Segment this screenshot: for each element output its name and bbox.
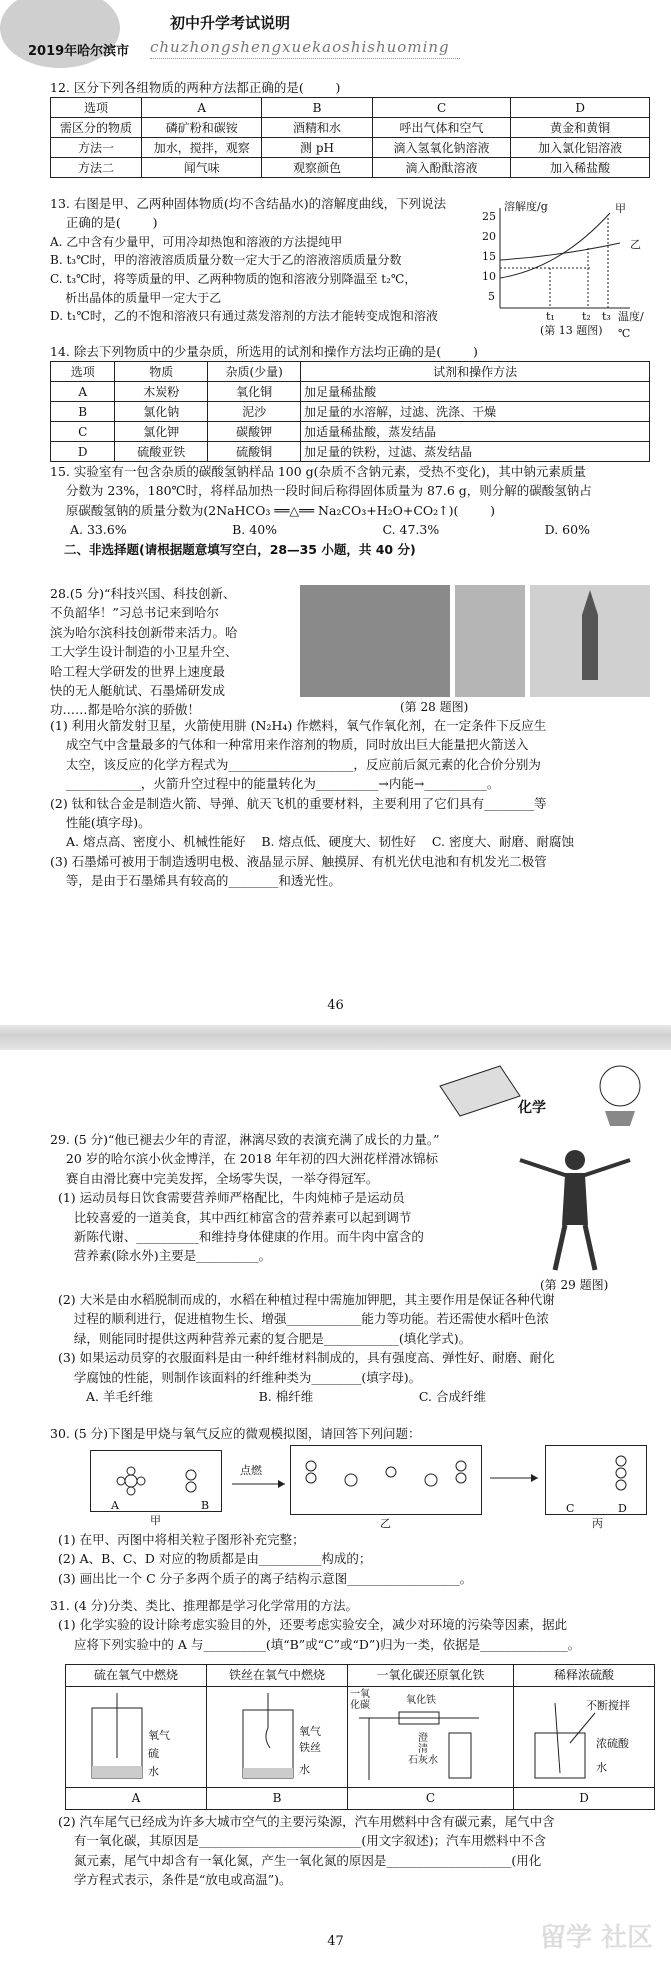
page-number-47: 47 (327, 1934, 344, 1949)
question-12 (50, 78, 650, 178)
curve-yi (500, 243, 620, 260)
header-city: 2019年哈尔滨市 (28, 44, 130, 59)
table-cell: 加水，搅拌，观察 (142, 138, 262, 158)
exp-cell-c (348, 1687, 514, 1788)
table-cell: 氧化铜 (208, 382, 301, 402)
curve-label-jia: 甲 (615, 202, 626, 215)
exp-b-label-1: 氧气 (299, 1725, 321, 1738)
q31-stem: 31. (4 分)分类、类比、推理都是学习化学常用的方法。 (50, 1598, 359, 1613)
table-cell: 加入氯化铝溶液 (511, 138, 650, 158)
q31-part1: (1) 化学实验的设计除考虑实验目的外，还要考虑实验安全，减少对环境的污染等因素，据此 应将下列实验中的 A 与__________(填“B”或“C”或“D”)归为一类，依据是______________。 (57, 1617, 581, 1652)
q30-box-bing (545, 1445, 647, 1515)
q29-part2-3: (2) 大米是由水稻脱制而成的，水稻在种植过程中需施加钾肥，其主要作用是保证各种代谢 过程的顺利进行，促进植物生长、增强____________能力等功能。若还需使水稻叶色浓 绿，则能同时提供这两种营养元素的复合肥是____________(填化学式)。 (3) 如果运动员穿的衣服面料是由一种纤维材料制成的，具有强度高、弹性好、耐磨、耐化 学腐蚀的性能，则制作该面料的纤维种类为________(填字母)。 (57, 1292, 555, 1385)
q13-caption: (第 13 题图) (540, 324, 603, 337)
q30-box-jia (90, 1450, 222, 1512)
q29-options (50, 1387, 486, 1406)
xtick-t3: t₃ (602, 310, 611, 323)
q30-arrow-2 (488, 1468, 543, 1488)
table-cell: 酒精和水 (262, 118, 372, 138)
table-cell: B (51, 402, 115, 422)
q29-text: 29. (5 分)“他已褪去少年的青涩，淋漓尽致的表演充满了成长的力量。” 20 岁的哈尔滨小伙金博洋，在 2018 年年初的四大洲花样滑冰锦标 赛自由滑比赛中完美发挥，全场零失误，一举夺得冠军。 (1) 运动员每日饮食需要营养师严格配比，牛肉炖柿子是运动员 比较喜爱的一道美食，其中西红柿富含的营养素可以起到调节 新陈代谢、__________和维持身体健康的作用。而牛肉中富含的 营养素(除水外)主要是__________。 (50, 1132, 440, 1264)
q28-photo-people (300, 585, 450, 697)
exp-b-label-2: 铁丝 (299, 1741, 321, 1754)
q15-option-b: B. 40% (232, 522, 278, 538)
exp-mark-d: D (514, 1788, 655, 1810)
table-cell: 闻气味 (142, 158, 262, 178)
table-cell: 碳酸钾 (208, 422, 301, 442)
q28-part2: (2) 钛和钛合金是制造火箭、导弹、航天飞机的重要材料，主要利用了它们具有________等 性能(填字母)。 (50, 795, 547, 830)
q30-arrow-label: 点燃 (240, 1464, 262, 1477)
exp-d-label-1: 不断搅拌 (586, 1699, 630, 1712)
table-cell: 加适量稀盐酸，蒸发结晶 (301, 422, 650, 442)
table-row (51, 118, 650, 138)
q28-photo-rocket (530, 585, 650, 697)
exp-cell-d (514, 1687, 655, 1788)
exp-a-label-3: 水 (148, 1765, 159, 1778)
table-cell: 物质 (115, 362, 208, 382)
curve-label-yi: 乙 (630, 238, 641, 251)
table-cell: D (511, 98, 650, 118)
table-cell: 硫酸亚铁 (115, 442, 208, 462)
table-cell: 氯化钾 (115, 422, 208, 442)
q14-table (50, 361, 650, 462)
xtick-t2: t₂ (582, 310, 591, 323)
xtick-t1: t₁ (546, 310, 555, 323)
q30-name-jia: 甲 (150, 1514, 161, 1527)
q28-part3: (3) 石墨烯可被用于制造透明电极、液晶显示屏、触摸屏、有机光伏电池和有机发光二极管 等，是由于石墨烯具有较高的________和透光性。 (50, 853, 547, 888)
q29-caption: (第 29 题图) (540, 1278, 609, 1292)
q15-option-c: C. 47.3% (382, 522, 440, 538)
table-row (51, 382, 650, 402)
q13-stem: 13. 右图是甲、乙两种固体物质(均不含结晶水)的溶解度曲线，下列说法 正确的是( ) (50, 196, 447, 231)
q15-text: 15. 实验室有一包含杂质的碳酸氢钠样品 100 g(杂质不含钠元素，受热不变化)，其中钠元素质量 分数为 23%，180℃时，将样品加热一段时间后称得固体质量为 87.6 g，则分解的碳酸氢钠占 原碳酸氢钠的质量分数为(2NaHCO₃ ══△══ Na₂CO₃+H₂O+CO₂↑)( ) (50, 464, 592, 518)
skater-figure (510, 1130, 640, 1280)
page-number-46: 46 (327, 998, 344, 1013)
table-row (51, 98, 650, 118)
table-cell: 加足量的水溶解，过滤、洗涤、干燥 (301, 402, 650, 422)
exp-d-label-2: 浓硫酸 (596, 1737, 629, 1750)
q30-label-b: B (201, 1499, 210, 1512)
page-gap (0, 1025, 671, 1050)
watermark: 留学 社区 (540, 1923, 654, 1953)
exp-b-label-3: 水 (299, 1763, 310, 1776)
table-row (51, 362, 650, 382)
table-cell: 黄金和黄铜 (511, 118, 650, 138)
question-15 (50, 462, 650, 559)
q28-text: 28.(5 分)“科技兴国、科技创新、 不负韶华！”习总书记来到哈尔 滨为哈尔滨科技创新带来活力。哈 工大学生设计制造的小卫星升空、 哈工程大学研发的世界上速度最 快的无人艇航试、石墨烯研发成 功……都是哈尔滨的骄傲！ (50, 586, 238, 718)
exp-mark-b: B (207, 1788, 348, 1810)
exp-a-label-1: 氧气 (148, 1729, 170, 1742)
q12-table (50, 97, 650, 178)
q13-figure (470, 198, 650, 341)
table-cell: 加入稀盐酸 (511, 158, 650, 178)
q30-label-d: D (618, 1502, 627, 1515)
table-cell: 硫酸铜 (208, 442, 301, 462)
q29-option-b: B. 棉纤维 (258, 1388, 314, 1404)
table-cell: 方法一 (51, 138, 142, 158)
exp-c-label-3: 澄 清 石灰水 (408, 1733, 438, 1766)
table-cell: 木炭粉 (115, 382, 208, 402)
question-31-part2 (50, 1812, 650, 1890)
exp-head-b: 铁丝在氧气中燃烧 (207, 1665, 348, 1687)
ytick-5: 5 (488, 290, 495, 303)
exp-cell-a (66, 1687, 207, 1788)
question-13 (50, 194, 490, 326)
q15-options (50, 520, 590, 539)
q31-experiment-table (65, 1664, 655, 1810)
table-cell: B (262, 98, 372, 118)
q30-name-bing: 丙 (592, 1517, 603, 1530)
ytick-20: 20 (482, 230, 496, 243)
table-row (51, 442, 650, 462)
table-row (51, 422, 650, 442)
table-cell: 氯化钠 (115, 402, 208, 422)
exp-c-label-1: 一氧 化碳 (350, 1689, 370, 1711)
q30-name-yi: 乙 (380, 1517, 391, 1530)
table-cell: 加足量稀盐酸 (301, 382, 650, 402)
chart-ylabel: 溶解度/g (504, 200, 548, 213)
table-cell: C (51, 422, 115, 442)
table-cell: A (142, 98, 262, 118)
q28-part2-options: A. 熔点高、密度小、机械性能好 B. 熔点低、硬度大、韧性好 C. 密度大、耐磨、耐腐蚀 (66, 834, 574, 850)
table-row (51, 138, 650, 158)
table-cell: 测 pH (262, 138, 372, 158)
exp-d-label-3: 水 (596, 1761, 607, 1774)
table-cell: 选项 (51, 362, 115, 382)
table-cell: A (51, 382, 115, 402)
table-cell: D (51, 442, 115, 462)
exp-cell-b (207, 1687, 348, 1788)
table-cell: 方法二 (51, 158, 142, 178)
table-cell: 磷矿粉和碳铵 (142, 118, 262, 138)
header-pinyin: chuzhongshengxuekaoshishuoming (150, 38, 450, 56)
question-31 (50, 1596, 650, 1654)
section-2-title: 二、非选择题(请根据题意填写空白，28—35 小题，共 40 分) (64, 541, 416, 557)
chart-xlabel: 温度/℃ (618, 310, 644, 341)
question-14 (50, 342, 650, 462)
q30-stem: 30. (5 分)下图是甲烧与氧气反应的微观模拟图，请回答下列问题： (50, 1426, 421, 1441)
table-cell: 滴入氢氧化钠溶液 (372, 138, 511, 158)
q29-option-c: C. 合成纤维 (418, 1388, 486, 1404)
table-cell: 观察颜色 (262, 158, 372, 178)
exp-head-a: 硫在氧气中燃烧 (66, 1665, 207, 1687)
q30-box-yi (290, 1445, 482, 1515)
table-cell: 泥沙 (208, 402, 301, 422)
table-row (51, 402, 650, 422)
subject-banner (430, 1056, 660, 1126)
ytick-10: 10 (482, 270, 496, 283)
question-28-parts (50, 716, 650, 890)
q15-option-d: D. 60% (544, 522, 590, 538)
q29-photo (510, 1130, 640, 1290)
question-30 (50, 1424, 650, 1443)
header-title: 初中升学考试说明 (170, 14, 291, 32)
q28-photo-boat (455, 585, 525, 697)
table-cell: 试剂和操作方法 (301, 362, 650, 382)
q30-label-c: C (566, 1502, 575, 1515)
subject-label: 化学 (518, 1100, 546, 1116)
table-cell: 杂质(少量) (208, 362, 301, 382)
ytick-15: 15 (482, 250, 496, 263)
table-cell: 加足量的铁粉，过滤、蒸发结晶 (301, 442, 650, 462)
q14-stem: 14. 除去下列物质中的少量杂质，所选用的试剂和操作方法均正确的是( ) (50, 344, 478, 359)
question-29-more (50, 1290, 650, 1406)
table-cell: 选项 (51, 98, 142, 118)
q12-stem: 12. 区分下列各组物质的两种方法都正确的是( ) (50, 80, 341, 95)
exp-mark-c: C (348, 1788, 514, 1810)
table-row (51, 158, 650, 178)
exp-a-label-2: 硫 (148, 1747, 159, 1760)
question-30-parts (50, 1530, 650, 1588)
question-28-intro (50, 584, 320, 720)
header-line (150, 58, 460, 59)
exp-head-c: 一氧化碳还原氧化铁 (348, 1665, 514, 1687)
q31-part2: (2) 汽车尾气已经成为许多大城市空气的主要污染源，汽车用燃料中含有碳元素，尾气中含 有一氧化碳，其原因是__________________________(用文字叙述)；汽车用燃料中不含 氮元素，尾气中却含有一氧化氮，产生一氧化氮的原因是____________________(用化 学方程式表示，条件是“放电或高温”)。 (57, 1814, 555, 1888)
exp-head-d: 稀释浓硫酸 (514, 1665, 655, 1687)
q13-options: A. 乙中含有少量甲，可用冷却热饱和溶液的方法提纯甲 B. t₃℃时，甲的溶液溶质质量分数一定大于乙的溶液溶质质量分数 C. t₃℃时，将等质量的甲、乙两种物质的饱和溶液分别降温至 t₂℃， 析出晶体的质量甲一定大于乙 D. t₁℃时，乙的不饱和溶液只有通过蒸发溶剂的方法才能转变成饱和溶液 (50, 234, 438, 324)
q30-label-a: A (111, 1499, 119, 1512)
table-cell: 呼出气体和空气 (372, 118, 511, 138)
q30-arrow (230, 1462, 290, 1492)
q29-option-a: A. 羊毛纤维 (86, 1388, 153, 1404)
q28-caption: (第 28 题图) (400, 700, 469, 714)
ytick-25: 25 (482, 210, 496, 223)
page-header (0, 8, 671, 58)
q30-parts: (1) 在甲、丙图中将相关粒子图形补充完整； (2) A、B、C、D 对应的物质都是由__________构成的； (3) 画出比一个 C 分子多两个质子的离子结构示意图__________________。 (57, 1532, 473, 1586)
q15-option-a: A. 33.6% (70, 522, 127, 538)
page-47 (0, 1050, 671, 1962)
table-cell: 滴入酚酞溶液 (372, 158, 511, 178)
exp-c-label-2: 氧化铁 (406, 1695, 436, 1706)
table-cell: 需区分的物质 (51, 118, 142, 138)
exp-mark-a: A (66, 1788, 207, 1810)
q28-part1: (1) 利用火箭发射卫星，火箭使用肼 (N₂H₄) 作燃料，氧气作氧化剂，在一定条件下反应生 成空气中含量最多的气体和一种常用来作溶剂的物质，同时放出巨大能量把火箭送入 太空，该反应的化学方程式为____________________，反应前后氮元素的化合价分别为 ____________，火箭升空过程中的能量转化为__________→内能→__________。 (50, 718, 547, 792)
table-cell: C (372, 98, 511, 118)
